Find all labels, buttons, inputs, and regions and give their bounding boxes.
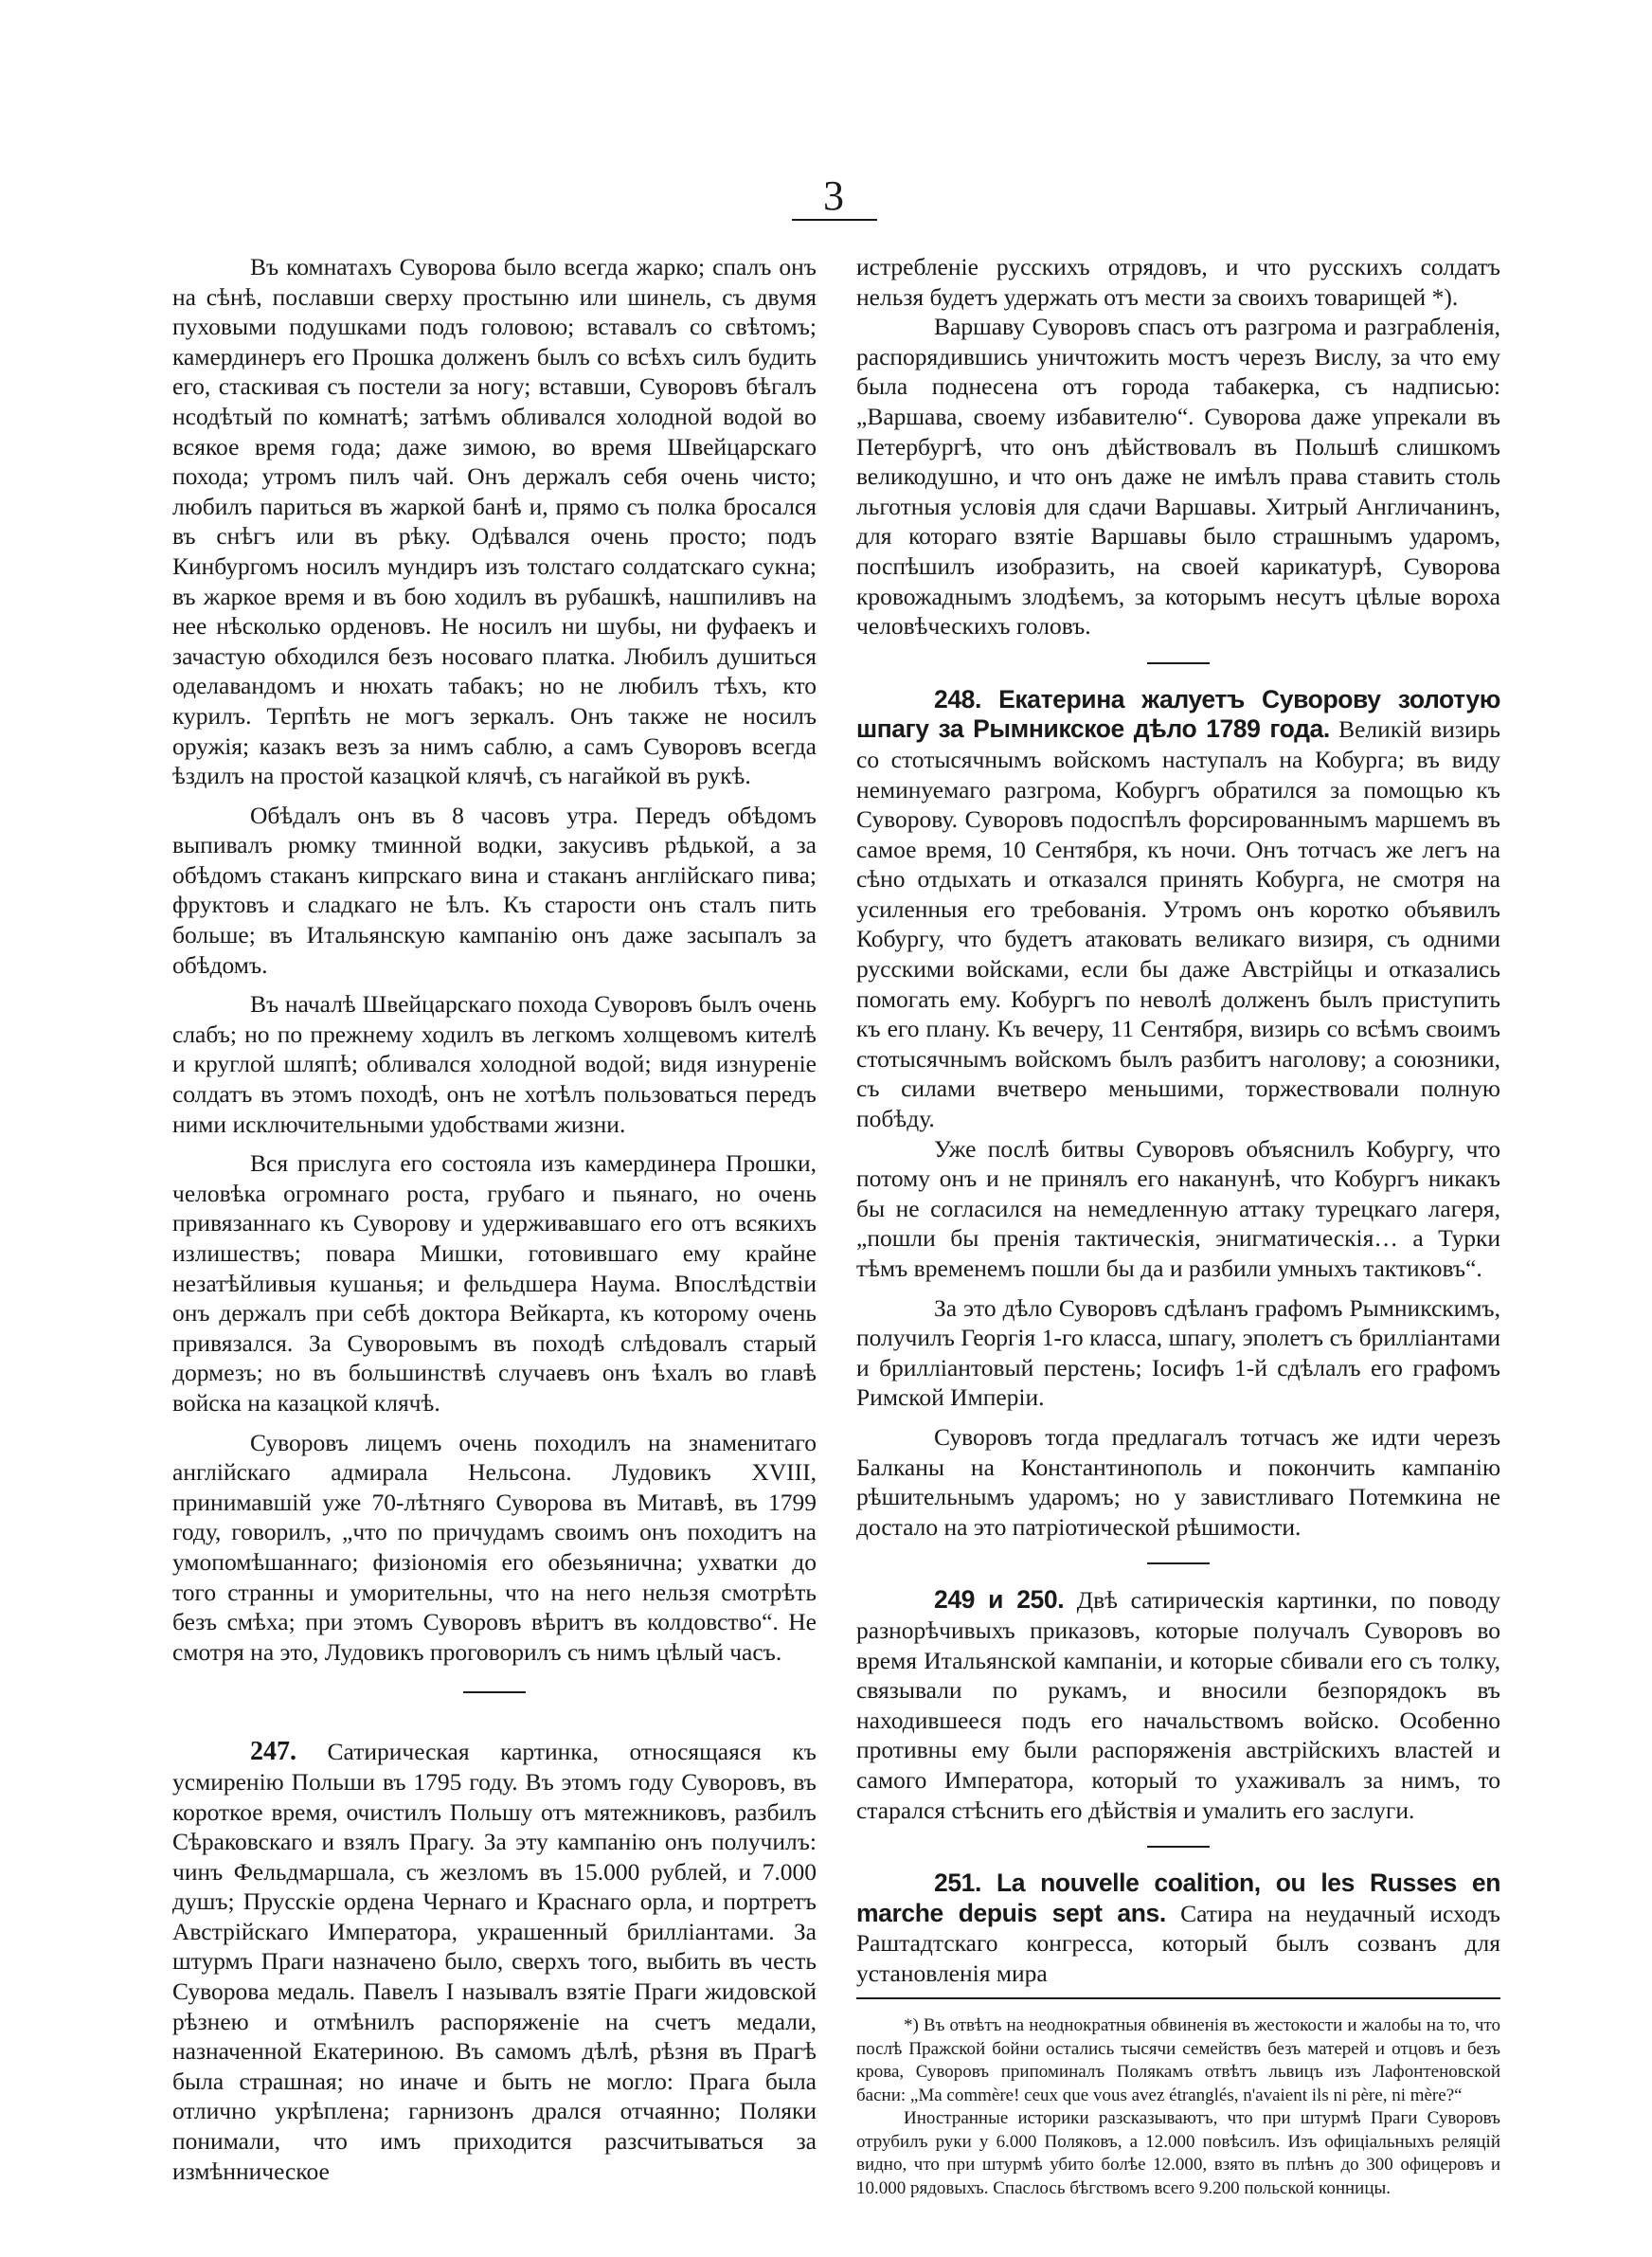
paragraph: Вся прислуга его состояла изъ камердинера Прошки, человѣка огромнаго роста, грубаго и пьянаго, но очень привязаннаго къ Суворову и удерживавшаго его отъ всякихъ излишествъ; повара Мишки, готовившаго ему крайне незатѣйливыя кушанья; и фельдшера Наума. Впослѣдствіи онъ держалъ при себѣ доктора Вейкарта, къ которому очень привязался. За Суворовымъ въ походѣ слѣдовалъ старый дормезъ; но въ большинствѣ случаевъ онъ ѣхалъ во главѣ войска на казацкой клячѣ. [172,1149,817,1417]
entry-number: 247. [250,1737,296,1767]
footnote-paragraph: Иностранные историки разсказываютъ, что при штурмѣ Праги Суворовъ отрубилъ руки у 6.000 Поляковъ, а 12.000 повѣсилъ. Изъ офиціальныхъ реляцій видно, что при штурмѣ убито болѣе 12.000, взято въ плѣнъ до 300 офицеровъ и 10.000 рядовыхъ. Спаслось бѣгствомъ всего 9.200 польской конницы. [856,2108,1500,2198]
paragraph: Въ началѣ Швейцарскаго похода Суворовъ былъ очень слабъ; но по прежнему ходилъ въ легкомъ холщевомъ кителѣ и круглой шляпѣ; обливался холодной водой; видя изнуреніе солдатъ въ этомъ походѣ, онъ не хотѣлъ пользоваться передъ ними исключительными удобствами жизни. [172,990,817,1138]
right-column [856,252,1500,2200]
paragraph: истребленіе русскихъ отрядовъ, и что русскихъ солдатъ нельзя будетъ удержать отъ мести за своихъ товарищей *). [856,253,1500,311]
paragraph: За это дѣло Суворовъ сдѣланъ графомъ Рымникскимъ, получилъ Георгія 1-го класса, шпагу, эполетъ съ бриллiантами и бриллiантовый перстень; Іосифъ 1-й сдѣлалъ его графомъ Римской Имперіи. [856,1293,1500,1412]
entry-248 [856,685,1500,1134]
entry-text: Великій визирь со стотысячнымъ войскомъ наступалъ на Кобурга; въ виду неминуемаго разгрома, Кобургъ обратился за помощью къ Суворову. Суворовъ подоспѣлъ форсированнымъ маршемъ въ самое время, 10 Сентября, къ ночи. Онъ тотчасъ же легъ на сѣно отдыхать и отказался принять Кобурга, не смотря на усиленныя его требованія. Утромъ онъ коротко объявилъ Кобургу, что будетъ атаковать великаго визиря, съ одними русскими войсками, если бы даже Австрійцы и отказались помогать ему. Кобургъ по неволѣ долженъ былъ приступить къ его плану. Къ вечеру, 11 Сентября, визирь со всѣмъ своимъ стотысячнымъ войскомъ былъ разбитъ наголову; а союзники, съ силами вчетверо меньшими, торжествовали полную побѣду. [856,715,1500,1133]
paragraph: Въ комнатахъ Суворова было всегда жарко; спалъ онъ на сѣнѣ, пославши сверху простыню или шинель, съ двумя пуховыми подушками подъ головою; вставалъ со свѣтомъ; камердинеръ его Прошка долженъ былъ со всѣхъ силъ будить его, стаскивая съ постели за ногу; вставши, Суворовъ бѣгалъ нсодѣтый по комнатѣ; затѣмъ обливался холодной водой во всякое время года; даже зимою, во время Швейцарскаго похода; утромъ пилъ чай. Онъ держалъ себя очень чисто; любилъ париться въ жаркой банѣ и, прямо съ полка бросался въ снѣгъ или въ рѣку. Одѣвался очень просто; подъ Кинбургомъ носилъ мундиръ изъ толстаго солдатскаго сукна; въ жаркое время и въ бою ходилъ въ рубашкѣ, нашпиливъ на нее нѣсколько орденовъ. Не носилъ ни шубы, ни фуфаекъ и зачастую обходился безъ носоваго платка. Любилъ душиться оделавандомъ и нюхать табакъ; но не любилъ тѣхъ, кто курилъ. Терпѣть не могъ зеркалъ. Онъ также не носилъ оружія; казакъ везъ за нимъ саблю, а самъ Суворовъ всегда ѣздилъ на простой казацкой клячѣ, съ нагайкой въ рукѣ. [172,253,817,790]
section-separator [1147,1562,1210,1564]
section-separator [463,1691,526,1693]
entry-number: 249 и 250. [934,1585,1065,1615]
entry-heading: 251. La nouvelle coalition, ou les Russes en marche depuis sept ans. [856,1869,1500,1927]
page-number: 3 [823,172,844,219]
footnote [856,2014,1500,2200]
section-separator [1147,662,1210,664]
entry-249 [856,1585,1500,1825]
paragraph: Суворовъ лицемъ очень походилъ на знаменитаго англійскаго адмирала Нельсона. Лудовикъ XVIII, принимавшій уже 70-лѣтняго Суворова въ Митавѣ, въ 1799 году, говорилъ, „что по причудамъ своимъ онъ походитъ на умопомѣшаннаго; физіономія его обезьянична; ухватки до того странны и уморительны, что на него нельзя смотрѣть безъ смѣха; при этомъ Суворовъ вѣритъ въ колдовство“. Не смотря на это, Лудовикъ проговорилъ съ нимъ цѣлый часъ. [172,1428,817,1666]
entry-text: Сатира на неудачный исходъ Раштадтскаго конгресса, который былъ созванъ для установленія мира [856,1899,1500,1987]
entry-heading: 248. Екатерина жалуетъ Суворову золотую шпагу за Рымникское дѣло 1789 года. [856,684,1500,744]
section-separator [1147,1846,1210,1848]
page-number-rule [792,219,877,221]
paragraph: Уже послѣ битвы Суворовъ объяснилъ Кобургу, что потому онъ и не принялъ его наканунѣ, что Кобургъ никакъ бы не согласился на немедленную аттаку турецкаго лагеря, „пошли бы пренія тактическія, энигматическія… а Турки тѣмъ временемъ пошли бы да и разбили умныхъ тактиковъ“. [856,1134,1500,1282]
paragraph: Суворовъ тогда предлагалъ тотчасъ же идти черезъ Балканы на Константинополь и покончить кампанію рѣшительнымъ ударомъ; но у завистливаго Потемкина не достало на это патріотической рѣшимости. [856,1422,1500,1541]
entry-251 [856,1869,1500,1988]
footnote-divider [856,1997,1500,1999]
entry-text: Сатирическая картинка, относящаяся къ усмиренію Польши въ 1795 году. Въ этомъ году Суворовъ, въ короткое время, очистилъ Польшу отъ мятежниковъ, разбилъ Сѣраковскаго и взялъ Прагу. За эту кампанію онъ получилъ: чинъ Фельдмаршала, съ жезломъ въ 15.000 рублей, и 7.000 душъ; Прусскіе ордена Чернаго и Краснаго орла, и портретъ Австрійскаго Императора, украшенный бриллiантами. За штурмъ Праги назначено было, сверхъ того, выбить въ честь Суворова медаль. Павелъ I называлъ взятіе Праги жидовской рѣзнею и отмѣнилъ распоряженіе на счетъ медали, назначенной Екатериною. Въ самомъ дѣлѣ, рѣзня въ Прагѣ была страшная; но иначе и быть не могло: Прага была отлично укрѣплена; гарнизонъ дрался отчаянно; Поляки понимали, что имъ приходится разсчитываться за измѣнническое [172,1738,817,2185]
footnote-paragraph: *) Въ отвѣтъ на неоднократныя обвиненія въ жестокости и жалобы на то, что послѣ Пражской бойни остались тысячи семействъ безъ матерей и отцовъ и безъ крова, Суворовъ припоминалъ Полякамъ отвѣтъ львицъ изъ Лафонтеновской басни: „Ma commère! ceux que vous avez étranglés, n'avaient ils ni père, ni mère?“ [856,2015,1500,2105]
left-column [172,252,817,2186]
entry-text: Двѣ сатирическія картинки, по поводу разнорѣчивыхъ приказовъ, которые получалъ Суворовъ во время Итальянской кампаніи, и которые сбивали его съ толку, связывали по рукамъ, и вносили безпорядокъ въ находившееся подъ его начальствомъ войско. Особенно противны ему были распоряженія австрійскихъ властей и самого Императора, который то ухаживалъ за нимъ, то старался стѣснить его дѣйствія и умалить его заслуги. [856,1586,1500,1824]
entry-247 [172,1737,817,2186]
paragraph: Обѣдалъ онъ въ 8 часовъ утра. Передъ обѣдомъ выпивалъ рюмку тминной водки, закусивъ рѣдькой, а за обѣдомъ стаканъ кипрскаго вина и стаканъ англійскаго пива; фруктовъ и сладкаго не ѣлъ. Къ старости онъ сталъ пить больше; въ Итальянскую кампанію онъ даже засыпалъ за обѣдомъ. [172,801,817,979]
paragraph: Варшаву Суворовъ спасъ отъ разгрома и разграбленія, распорядившись уничтожить мостъ черезъ Вислу, за что ему была поднесена отъ города табакерка, съ надписью: „Варшава, своему избавителю“. Суворова даже упрекали въ Петербургѣ, что онъ дѣйствовалъ въ Польшѣ слишкомъ великодушно, и что онъ даже не имѣлъ права ставить столь льготныя условія для сдачи Варшавы. Хитрый Англичанинъ, для котораго взятіе Варшавы было страшнымъ ударомъ, поспѣшилъ изобразить, на своей карикатурѣ, Суворова кровожаднымъ злодѣемъ, за которымъ несутъ цѣлые вороха человѣческихъ головъ. [856,313,1500,641]
